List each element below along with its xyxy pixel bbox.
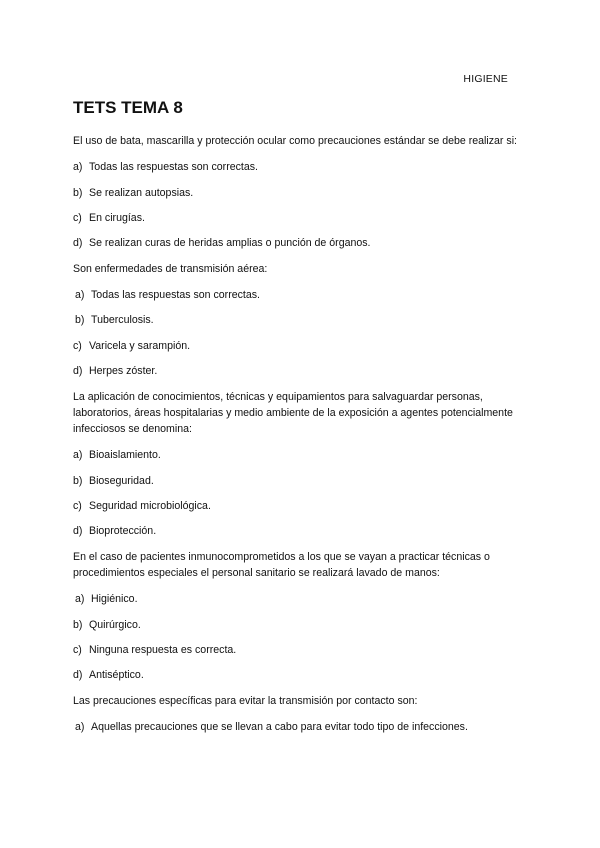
option-letter: c) (73, 211, 82, 224)
option-text: Se realizan curas de heridas amplias o punción de órganos. (89, 237, 371, 250)
question-text: El uso de bata, mascarilla y protección ocular como precauciones estándar se debe realizar si: (73, 135, 517, 147)
option-item (73, 617, 528, 633)
header-label: HIGIENE (463, 73, 508, 85)
question-text: La aplicación de conocimientos, técnicas y equipamientos para salvaguardar personas, laboratorios, áreas hospitalarias y medio ambiente de la exposición a agentes potencialmente infecciosos se denomina: (73, 390, 513, 435)
question-block (73, 133, 528, 252)
question-block (73, 261, 528, 380)
option-item (73, 667, 528, 683)
option-item (73, 363, 528, 379)
option-letter: b) (73, 186, 83, 199)
option-letter: a) (75, 720, 85, 733)
question-block (73, 549, 528, 684)
option-item (73, 523, 528, 539)
option-text: Varicela y sarampión. (89, 339, 191, 352)
option-item (73, 159, 528, 175)
option-letter: d) (73, 669, 83, 682)
option-item (73, 642, 528, 658)
option-item (73, 338, 528, 354)
option-text: Aquellas precauciones que se llevan a cabo para evitar todo tipo de infecciones. (91, 720, 468, 733)
option-letter: b) (73, 474, 83, 487)
option-letter: d) (73, 525, 83, 538)
option-item (73, 287, 528, 303)
option-letter: b) (75, 314, 85, 327)
option-letter: a) (73, 161, 83, 174)
option-text: Tuberculosis. (91, 314, 154, 327)
option-letter: c) (73, 499, 82, 512)
question-text: Son enfermedades de transmisión aérea: (73, 262, 268, 275)
option-letter: a) (73, 449, 83, 462)
option-text: Bioseguridad. (89, 474, 154, 487)
option-text: Se realizan autopsias. (89, 186, 194, 199)
option-letter: c) (73, 339, 82, 352)
option-letter: b) (73, 618, 83, 631)
option-letter: d) (73, 365, 83, 378)
option-text: Ninguna respuesta es correcta. (89, 643, 237, 656)
option-item (73, 719, 528, 735)
option-item (73, 185, 528, 201)
option-letter: d) (73, 237, 83, 250)
option-text: Quirúrgico. (89, 618, 141, 631)
question-list (73, 133, 528, 744)
option-item (73, 447, 528, 463)
question-text: En el caso de pacientes inmunocomprometidos a los que se vayan a practicar técnicas o procedimientos especiales el personal sanitario se realizará lavado de manos: (73, 550, 490, 579)
option-item (73, 235, 528, 251)
question-block (73, 389, 528, 540)
page-title: TETS TEMA 8 (73, 98, 183, 117)
option-text: Bioprotección. (89, 525, 157, 538)
option-text: Todas las respuestas son correctas. (91, 288, 260, 301)
question-block (73, 693, 528, 735)
option-letter: c) (73, 643, 82, 656)
option-item (73, 498, 528, 514)
question-text: Las precauciones específicas para evitar la transmisión por contacto son: (73, 694, 418, 707)
option-item (73, 591, 528, 607)
option-text: Higiénico. (91, 593, 138, 606)
option-text: En cirugías. (89, 211, 145, 224)
option-text: Seguridad microbiológica. (89, 499, 211, 512)
option-text: Bioaislamiento. (89, 449, 161, 462)
option-text: Todas las respuestas son correctas. (89, 161, 258, 174)
option-item (73, 473, 528, 489)
option-text: Herpes zóster. (89, 365, 158, 378)
option-item (73, 312, 528, 328)
option-letter: a) (75, 288, 85, 301)
option-text: Antiséptico. (89, 669, 144, 682)
option-item (73, 210, 528, 226)
option-letter: a) (75, 593, 85, 606)
